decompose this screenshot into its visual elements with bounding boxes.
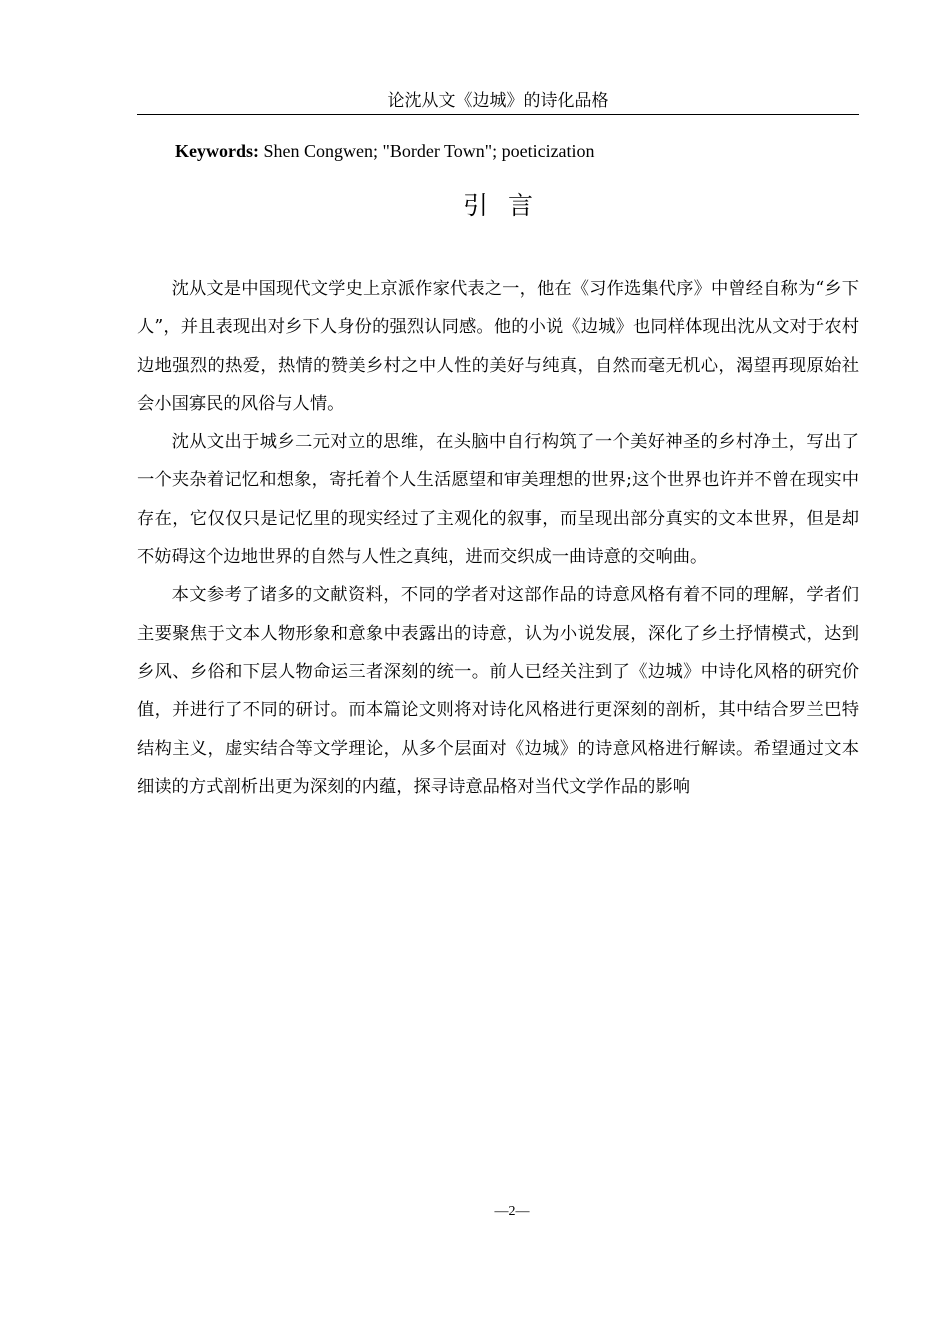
section-title: 引言: [462, 191, 553, 220]
running-header: 论沈从文《边城》的诗化品格: [137, 90, 859, 115]
body-text: [137, 270, 859, 806]
keywords-text: Shen Congwen; "Border Town"; poeticization: [259, 141, 595, 161]
keywords-line: [175, 139, 859, 163]
paragraph-1: 沈从文是中国现代文学史上京派作家代表之一，他在《习作选集代序》中曾经自称为“乡下人”，并且表现出对乡下人身份的强烈认同感。他的小说《边城》也同样体现出沈从文对于农村边地强烈的热爱，热情的赞美乡村之中人性的美好与纯真，自然而毫无机心，渴望再现原始社会小国寡民的风俗与人情。: [137, 279, 859, 414]
paragraph-2: 沈从文出于城乡二元对立的思维，在头脑中自行构筑了一个美好神圣的乡村净土，写出了一个夹杂着记忆和想象，寄托着个人生活愿望和审美理想的世界;这个世界也许并不曾在现实中存在，它仅仅只是记忆里的现实经过了主观化的叙事，而呈现出部分真实的文本世界，但是却不妨碍这个边地世界的自然与人性之真纯，进而交织成一曲诗意的交响曲。: [137, 432, 859, 568]
page-number: —2—: [494, 1204, 530, 1219]
keywords-label: Keywords:: [175, 141, 259, 161]
paragraph-3: 本文参考了诸多的文献资料，不同的学者对这部作品的诗意风格有着不同的理解，学者们主要聚焦于文本人物形象和意象中表露出的诗意，认为小说发展，深化了乡土抒情模式，达到乡风、乡俗和下层人物命运三者深刻的统一。前人已经关注到了《边城》中诗化风格的研究价值，并进行了不同的研讨。而本篇论文则将对诗化风格进行更深刻的剖析，其中结合罗兰巴特结构主义，虚实结合等文学理论，从多个层面对《边城》的诗意风格进行解读。希望通过文本细读的方式剖析出更为深刻的内蕴，探寻诗意品格对当代文学作品的影响: [137, 585, 859, 797]
